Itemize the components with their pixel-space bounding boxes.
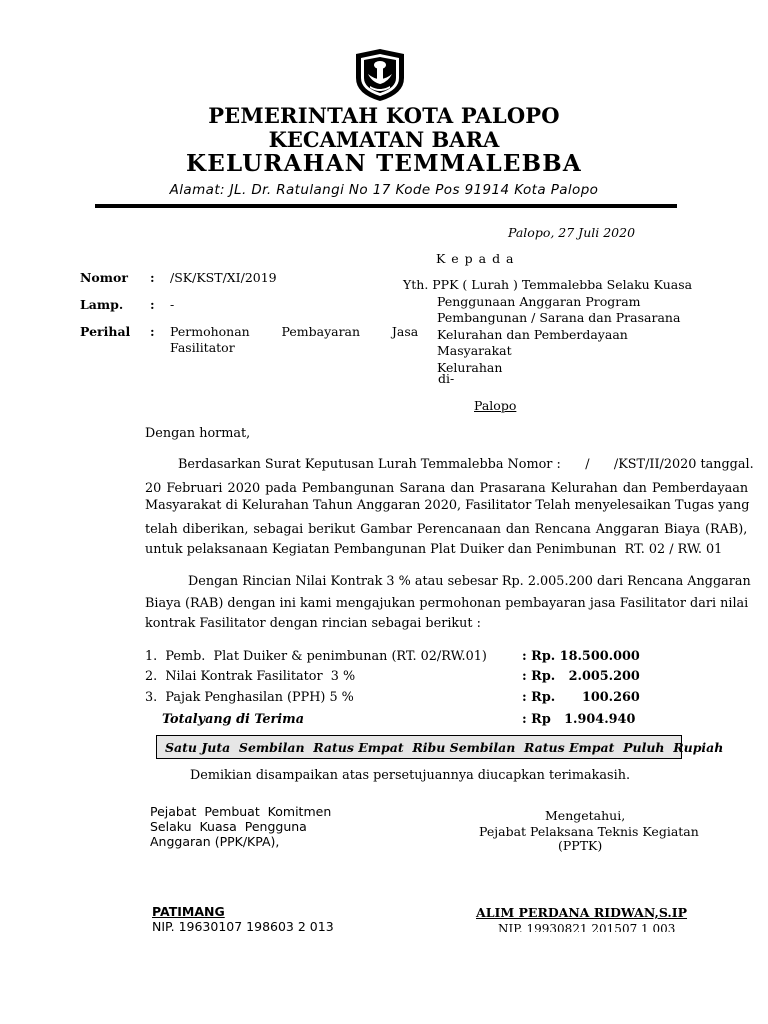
- recipient-block: [403, 277, 703, 376]
- recipient-di: di-: [438, 371, 455, 386]
- para2-line3: kontrak Fasilitator dengan rincian sebagai berikut :: [145, 616, 481, 631]
- sig-left-line3: Anggaran (PPK/KPA),: [150, 834, 280, 849]
- total-label: Totalyang di Terima: [162, 712, 304, 727]
- letterhead-village: KELURAHAN TEMMALEBBA: [186, 150, 582, 177]
- closing-statement: Demikian disampaikan atas persetujuannya diucapkan terimakasih.: [190, 768, 631, 783]
- perihal-label: Perihal: [80, 324, 131, 339]
- sig-right-name: ALIM PERDANA RIDWAN,S.IP: [476, 905, 688, 920]
- nomor-value: /SK/KST/XI/2019: [170, 270, 277, 285]
- total-value: : Rp 1.904.940: [522, 712, 636, 727]
- kepada-label: K e p a d a: [436, 251, 515, 266]
- lamp-colon: :: [150, 297, 155, 312]
- recipient-line4: Kelurahan dan Pemberdayaan Masyarakat: [437, 326, 628, 358]
- sig-left-name: PATIMANG: [152, 904, 225, 919]
- recipient-city: Palopo: [474, 398, 517, 413]
- item-2-label: 2. Nilai Kontrak Fasilitator 3 %: [145, 669, 356, 684]
- sig-right-line1: Mengetahui,: [545, 808, 626, 823]
- place-date: Palopo, 27 Juli 2020: [508, 225, 636, 240]
- para1-line3: Masyarakat di Kelurahan Tahun Anggaran 2020, Fasilitator Telah menyelesaikan Tugas yang: [145, 498, 750, 513]
- salutation: Dengan hormat,: [145, 426, 251, 441]
- sig-right-nip: [498, 922, 675, 932]
- recipient-line1: Yth. PPK ( Lurah ) Temmalebba Selaku Kuasa: [403, 277, 693, 292]
- para1-line1: Berdasarkan Surat Keputusan Lurah Temmalebba Nomor : / /KST/II/2020 tanggal.: [178, 457, 754, 472]
- item-1-label: 1. Pemb. Plat Duiker & penimbunan (RT. 02/RW.01): [145, 649, 487, 664]
- city-emblem-icon: [354, 48, 406, 102]
- letterhead-district: KECAMATAN BARA: [268, 127, 500, 152]
- sig-right-nip-text: NIP. 19930821 201507 1 003: [498, 922, 676, 932]
- lamp-label: Lamp.: [80, 297, 124, 312]
- item-3-label: 3. Pajak Penghasilan (PPH) 5 %: [145, 690, 354, 705]
- para2-line1: Dengan Rincian Nilai Kontrak 3 % atau sebesar Rp. 2.005.200 dari Rencana Anggaran: [188, 574, 751, 589]
- amount-in-words-box: [156, 735, 724, 759]
- recipient-line5: Kelurahan: [437, 359, 503, 375]
- letterhead-address: Alamat: JL. Dr. Ratulangi No 17 Kode Pos 91914 Kota Palopo: [169, 182, 599, 198]
- recipient-line2: Penggunaan Anggaran Program: [437, 293, 641, 309]
- sig-left-line1: Pejabat Pembuat Komitmen: [150, 804, 332, 819]
- para2-line2: Biaya (RAB) dengan ini kami mengajukan permohonan pembayaran jasa Fasilitator dari nilai: [145, 596, 749, 611]
- sig-right-line3: (PPTK): [558, 838, 603, 853]
- para1-line2: 20 Februari 2020 pada Pembangunan Sarana dan Prasarana Kelurahan dan Pemberdayaan: [145, 481, 749, 496]
- item-3-value: : Rp. 100.260: [522, 690, 640, 705]
- perihal-value-line2: Fasilitator: [170, 340, 235, 355]
- lamp-value: -: [170, 297, 175, 312]
- item-1-value: : Rp. 18.500.000: [522, 649, 640, 664]
- item-2-value: : Rp. 2.005.200: [522, 669, 640, 684]
- nomor-label: Nomor: [80, 270, 128, 285]
- amount-in-words: Satu Juta Sembilan Ratus Empat Ribu Sembilan Ratus Empat Puluh Rupiah: [165, 740, 724, 755]
- sig-left-nip: NIP. 19630107 198603 2 013: [152, 919, 334, 934]
- letterhead-government: PEMERINTAH KOTA PALOPO: [208, 103, 560, 128]
- perihal-colon: :: [150, 324, 155, 339]
- nomor-colon: :: [150, 270, 155, 285]
- recipient-line3: Pembangunan / Sarana dan Prasarana: [437, 310, 681, 325]
- sig-right-line2: Pejabat Pelaksana Teknis Kegiatan: [479, 824, 699, 839]
- letterhead-divider: [95, 204, 677, 208]
- para1-line5: untuk pelaksanaan Kegiatan Pembangunan Plat Duiker dan Penimbunan RT. 02 / RW. 01: [145, 542, 723, 557]
- para1-line4: telah diberikan, sebagai berikut Gambar Perencanaan dan Rencana Anggaran Biaya (RAB),: [145, 522, 748, 537]
- sig-left-line2: Selaku Kuasa Pengguna: [150, 819, 307, 834]
- perihal-value-line1: Permohonan Pembayaran Jasa: [170, 324, 419, 339]
